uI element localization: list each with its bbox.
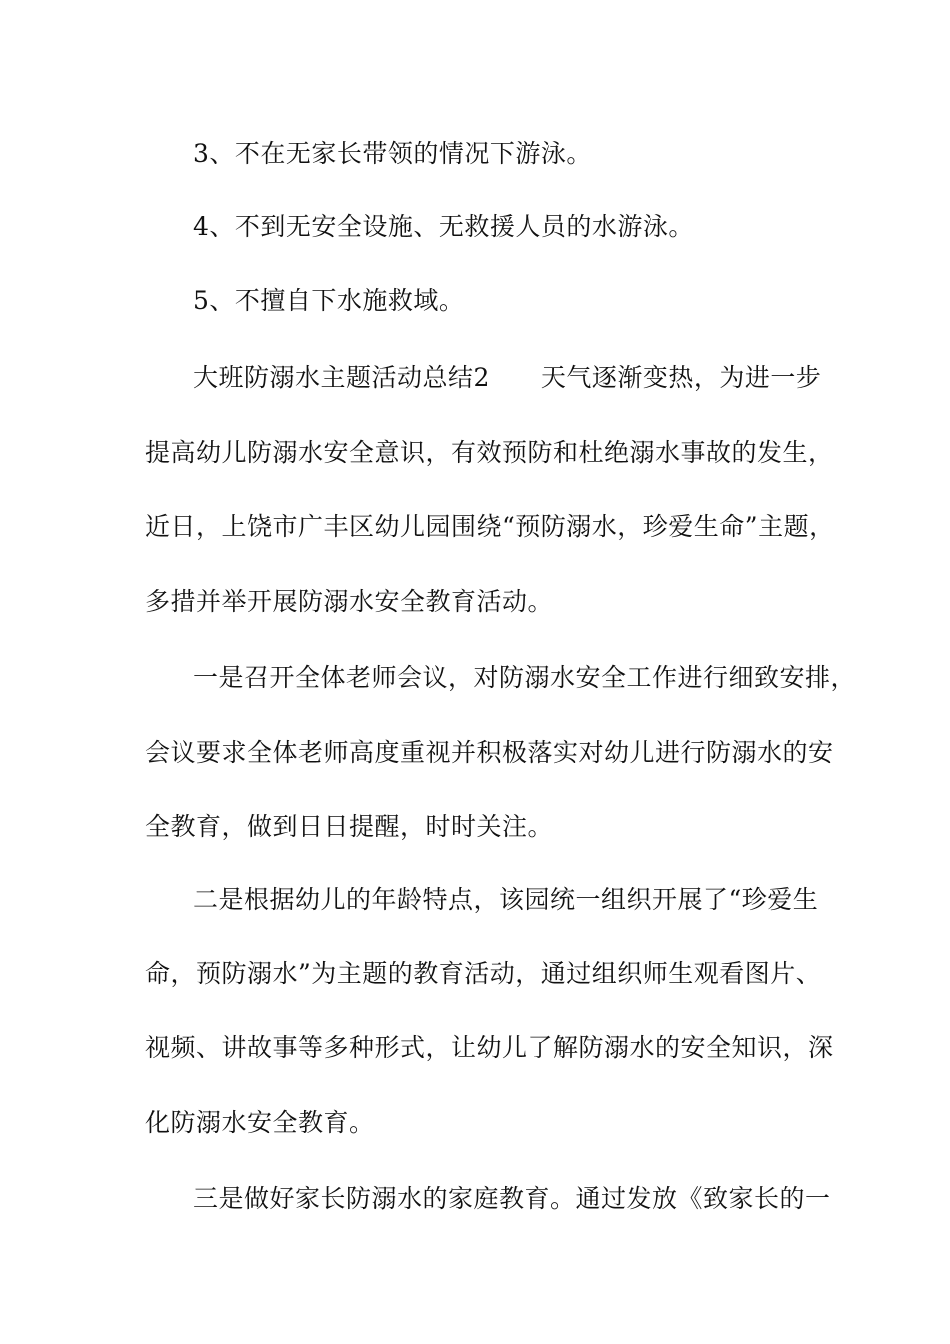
paragraph-line: 命，预防溺水”为主题的教育活动，通过组织师生观看图片、 <box>145 959 822 988</box>
rule-item-4: 4、不到无安全设施、无救援人员的水游泳。 <box>193 212 694 241</box>
section-heading-line: 大班防溺水主题活动总结2 天气逐渐变热，为进一步 <box>193 363 822 392</box>
paragraph-line: 会议要求全体老师高度重视并积极落实对幼儿进行防溺水的安 <box>145 738 834 767</box>
paragraph-line: 提高幼儿防溺水安全意识，有效预防和杜绝溺水事故的发生， <box>145 438 834 467</box>
paragraph-line: 化防溺水安全教育。 <box>145 1108 375 1137</box>
paragraph-line: 视频、讲故事等多种形式，让幼儿了解防溺水的安全知识，深 <box>145 1033 834 1062</box>
paragraph-line: 三是做好家长防溺水的家庭教育。通过发放《致家长的一 <box>193 1184 831 1213</box>
paragraph-line: 全教育，做到日日提醒，时时关注。 <box>145 812 554 841</box>
rule-item-5: 5、不擅自下水施救域。 <box>193 286 465 315</box>
paragraph-line: 多措并举开展防溺水安全教育活动。 <box>145 587 554 616</box>
paragraph-line: 一是召开全体老师会议，对防溺水安全工作进行细致安排， <box>193 663 857 692</box>
paragraph-line: 近日，上饶市广丰区幼儿园围绕“预防溺水，珍爱生命”主题， <box>145 512 835 541</box>
rule-item-3: 3、不在无家长带领的情况下游泳。 <box>193 139 592 168</box>
paragraph-line: 二是根据幼儿的年龄特点，该园统一组织开展了“珍爱生 <box>193 885 819 914</box>
